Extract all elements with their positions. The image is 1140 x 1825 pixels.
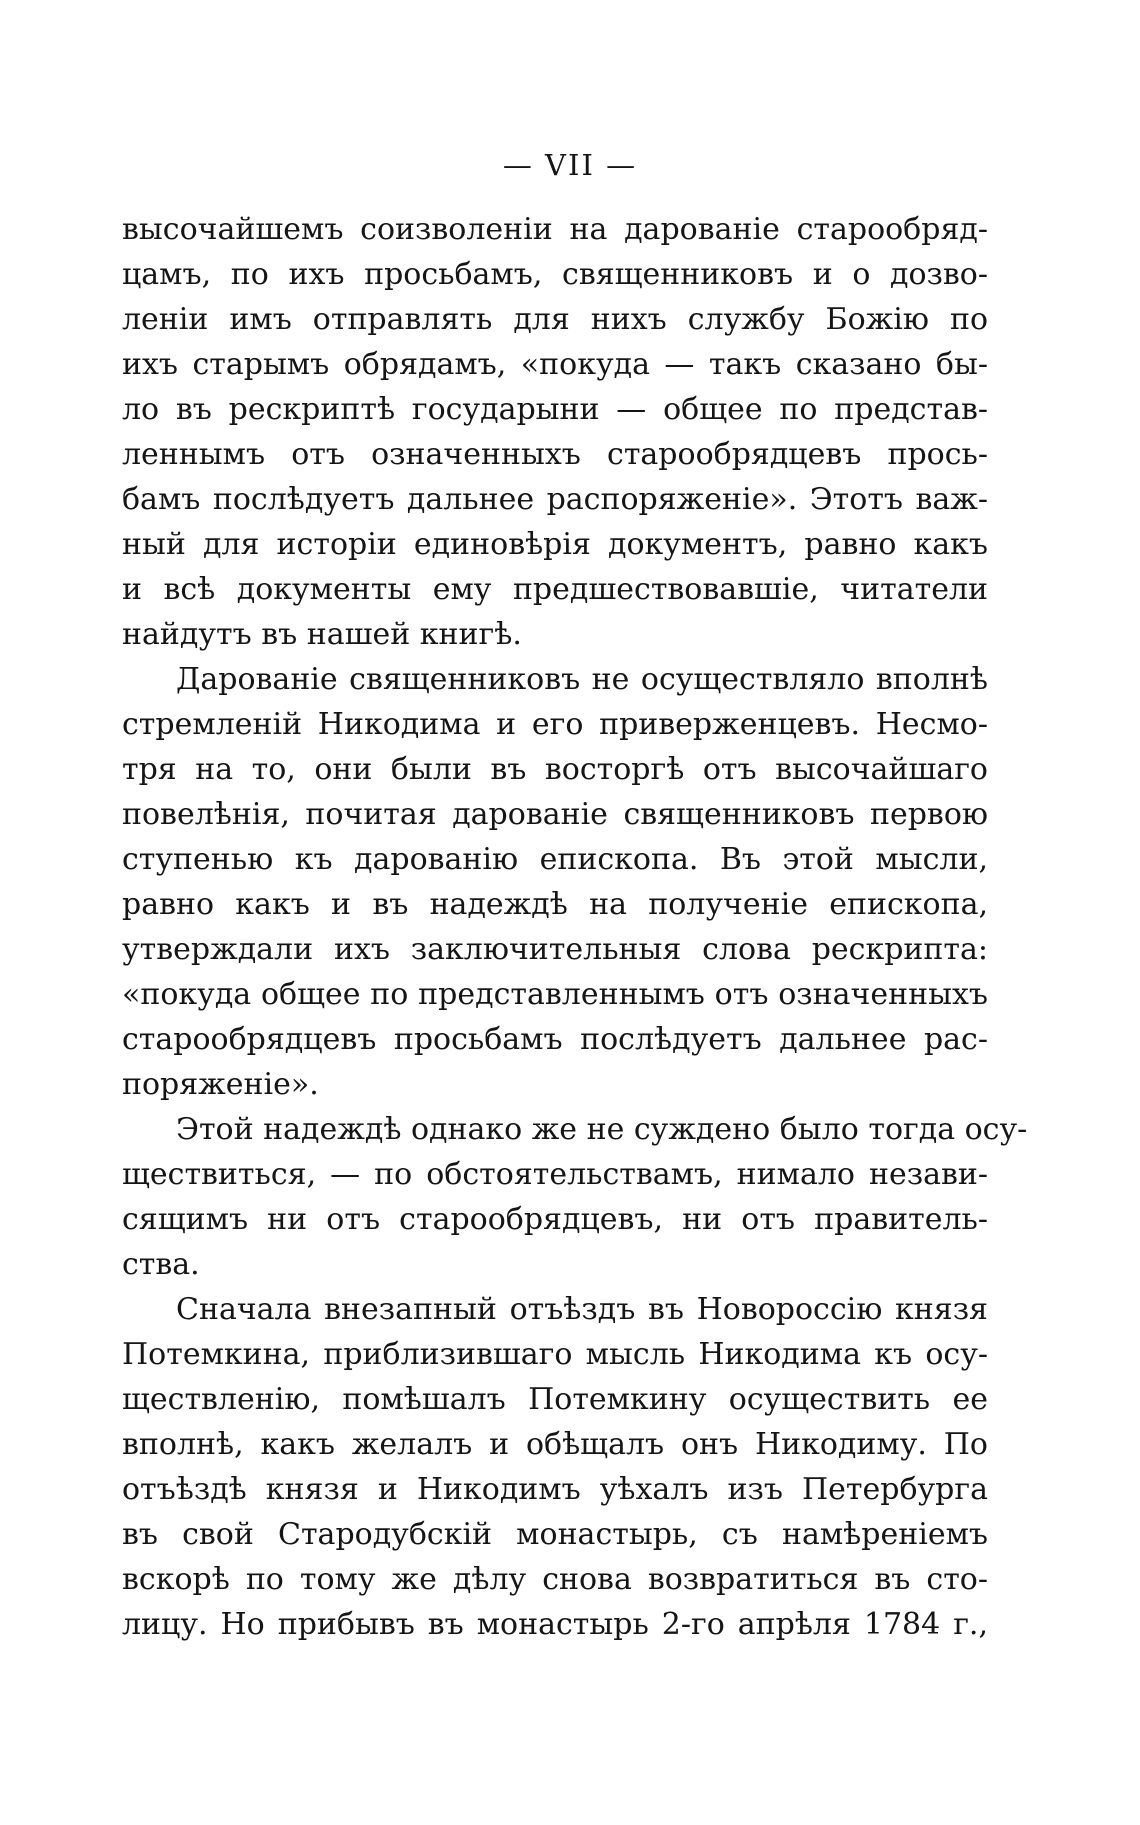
text-line: высочайшемъ соизволенiи на дарованiе старообряд-	[122, 212, 988, 247]
text-line: вполнѣ, какъ желалъ и обѣщалъ онъ Никодиму. По	[122, 1427, 988, 1462]
text-line: леннымъ отъ означенныхъ старообрядцевъ прось-	[122, 437, 988, 472]
text-line: Потемкина, приблизившаго мысль Никодима къ осу-	[122, 1337, 988, 1372]
text-line: ществленiю, помѣшалъ Потемкину осуществить ее	[122, 1382, 988, 1417]
text-line: ло въ рескриптѣ государыни — общее по представ-	[122, 392, 988, 427]
text-line: ихъ старымъ обрядамъ, «покуда — такъ сказано бы-	[122, 347, 988, 382]
text-line: ществиться, — по обстоятельствамъ, нимало незави-	[122, 1157, 988, 1192]
text-line: лицу. Но прибывъ въ монастырь 2-го апрѣля 1784 г.,	[122, 1607, 988, 1642]
text-line: утверждали ихъ заключительныя слова рескрипта:	[122, 932, 988, 967]
text-line: Дарованiе священниковъ не осуществляло вполнѣ	[176, 662, 988, 697]
text-line: сящимъ ни отъ старообрядцевъ, ни отъ правитель-	[122, 1202, 988, 1237]
text-line: поряженiе».	[122, 1067, 319, 1102]
text-line: найдутъ въ нашей книгѣ.	[122, 617, 522, 652]
text-line: ступенью къ дарованiю епископа. Въ этой мысли,	[122, 842, 988, 877]
text-line: «покуда общее по представленнымъ отъ означенныхъ	[122, 977, 988, 1012]
text-line: тря на то, они были въ восторгѣ отъ высочайшаго	[122, 752, 988, 787]
text-line: и всѣ документы ему предшествовавшiе, читатели	[122, 572, 988, 607]
text-line: равно какъ и въ надеждѣ на полученiе епископа,	[122, 887, 988, 922]
text-line: повелѣнiя, почитая дарованiе священниковъ первою	[122, 797, 988, 832]
text-line: старообрядцевъ просьбамъ послѣдуетъ дальнее рас-	[122, 1022, 988, 1057]
text-line: ства.	[122, 1247, 200, 1282]
text-line: цамъ, по ихъ просьбамъ, священниковъ и о дозво-	[122, 257, 988, 292]
text-line: ленiи имъ отправлять для нихъ службу Божiю по	[122, 302, 988, 337]
text-line: ный для исторiи единовѣрiя документъ, равно какъ	[122, 527, 988, 562]
text-line: Сначала внезапный отъѣздъ въ Новороссiю князя	[176, 1292, 988, 1327]
text-line: вскорѣ по тому же дѣлу снова возвратиться въ сто-	[122, 1562, 988, 1597]
text-line: Этой надеждѣ однако же не суждено было тогда осу-	[176, 1112, 1028, 1147]
page-number: — VII —	[502, 148, 638, 182]
text-line: стремленiй Никодима и его приверженцевъ. Несмо-	[122, 707, 988, 742]
text-line: бамъ послѣдуетъ дальнее распоряженiе». Этотъ важ-	[122, 482, 988, 517]
text-line: въ свой Стародубскiй монастырь, съ намѣренiемъ	[122, 1517, 988, 1552]
text-line: отъѣздѣ князя и Никодимъ уѣхалъ изъ Петербурга	[122, 1472, 988, 1507]
